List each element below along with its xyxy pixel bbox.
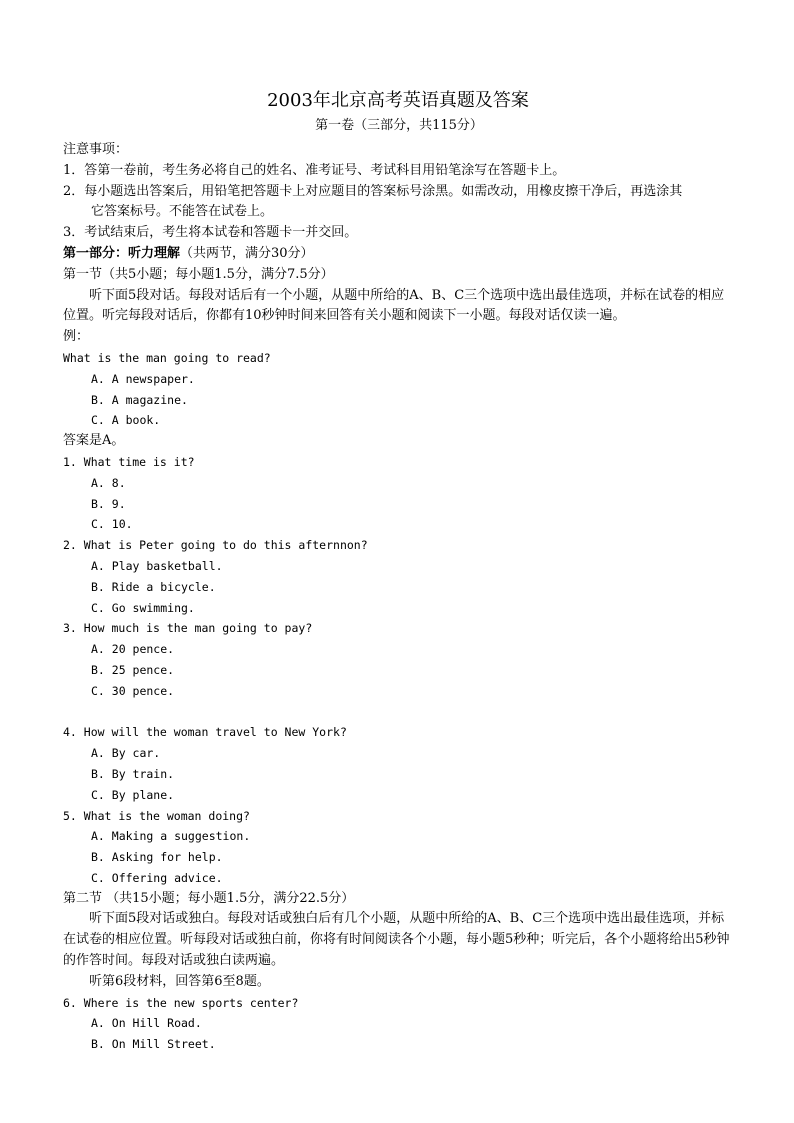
option-a: A. Play basketball. bbox=[91, 558, 223, 573]
section1-instructions: 听下面5段对话。每段对话后有一个小题，从题中所给的A、B、C三个选项中选出最佳选项，并标在试卷的相应位置。听完每段对话后，你都有10秒钟时间来回答有关小题和阅读下一小题。每段对话仅读一遍。 bbox=[63, 287, 725, 324]
notice-block bbox=[63, 140, 735, 244]
example-question bbox=[63, 348, 735, 452]
section2-instructions: 听下面5段对话或独白。每段对话或独白后有几个小题，从题中所给的A、B、C三个选项中选出最佳选项，并标在试卷的相应位置。听每段对话或独白前，你将有时间阅读各个小题，每小题5秒种；听完后，各个小题将给出5秒钟的作答时间。每段对话或独白读两遍。 bbox=[63, 911, 730, 969]
option-a: A. Making a suggestion. bbox=[91, 829, 251, 844]
option-a: A. On Hill Road. bbox=[91, 1016, 202, 1031]
question-4 bbox=[63, 722, 735, 805]
section2-heading: 第二节 （共15小题；每小题1.5分，满分22.5分） bbox=[63, 890, 355, 906]
question-1 bbox=[63, 452, 735, 535]
page-title: 2003年北京高考英语真题及答案 bbox=[267, 90, 529, 111]
option-b: B. 25 pence. bbox=[91, 662, 175, 677]
option-b: B. By train. bbox=[91, 766, 175, 781]
part1-heading-detail: （共两节，满分30分） bbox=[180, 245, 314, 261]
spacer bbox=[63, 702, 735, 723]
option-a: A. 20 pence. bbox=[91, 642, 175, 657]
question-text: 6. Where is the new sports center? bbox=[63, 995, 299, 1010]
part1-heading-title: 第一部分：听力理解 bbox=[63, 245, 181, 261]
option-c: C. Offering advice. bbox=[91, 870, 223, 885]
page-subtitle: 第一卷（三部分，共115分） bbox=[315, 118, 483, 133]
notice-item-continuation: 它答案标号。不能答在试卷上。 bbox=[91, 204, 274, 220]
option-c: C. 30 pence. bbox=[91, 683, 175, 698]
option-c: C. By plane. bbox=[91, 787, 175, 802]
example-answer: 答案是A。 bbox=[63, 433, 125, 449]
question-text: What is the man going to read? bbox=[63, 350, 271, 365]
question-text: 5. What is the woman doing? bbox=[63, 808, 250, 823]
question-6 bbox=[63, 993, 735, 1055]
option-b: B. Asking for help. bbox=[91, 850, 223, 865]
question-2 bbox=[63, 535, 735, 618]
example-label: 例： bbox=[63, 329, 90, 345]
option-c: C. Go swimming. bbox=[91, 600, 195, 615]
question-text: 2. What is Peter going to do this afternnon? bbox=[63, 538, 368, 553]
question-5 bbox=[63, 806, 735, 889]
option-b: B. A magazine. bbox=[91, 392, 188, 407]
section1-heading: 第一节（共5小题；每小题1.5分，满分7.5分） bbox=[63, 266, 334, 282]
question-text: 1. What time is it? bbox=[63, 454, 195, 469]
question-text: 3. How much is the man going to pay? bbox=[63, 621, 313, 636]
option-a: A. By car. bbox=[91, 746, 161, 761]
notice-item: 2．每小题选出答案后，用铅笔把答题卡上对应题目的答案标号涂黑。如需改动，用橡皮擦干净后，再选涂其 bbox=[63, 183, 683, 199]
option-b: B. On Mill Street. bbox=[91, 1037, 216, 1052]
notice-item: 3．考试结束后，考生将本试卷和答题卡一并交回。 bbox=[63, 225, 358, 241]
exam-page bbox=[63, 88, 735, 1055]
part1-heading bbox=[63, 244, 735, 265]
option-c: C. A book. bbox=[91, 413, 161, 428]
notice-item: 1．答第一卷前，考生务必将自己的姓名、准考证号、考试科目用铅笔涂写在答题卡上。 bbox=[63, 162, 566, 178]
material-note: 听第6段材料，回答第6至8题。 bbox=[89, 973, 270, 989]
option-c: C. 10. bbox=[91, 517, 133, 532]
option-b: B. Ride a bicycle. bbox=[91, 579, 216, 594]
question-3 bbox=[63, 618, 735, 701]
option-a: A. A newspaper. bbox=[91, 371, 195, 386]
option-a: A. 8. bbox=[91, 475, 126, 490]
option-b: B. 9. bbox=[91, 496, 126, 511]
notice-heading: 注意事项： bbox=[63, 142, 129, 157]
question-text: 4. How will the woman travel to New York? bbox=[63, 725, 347, 740]
